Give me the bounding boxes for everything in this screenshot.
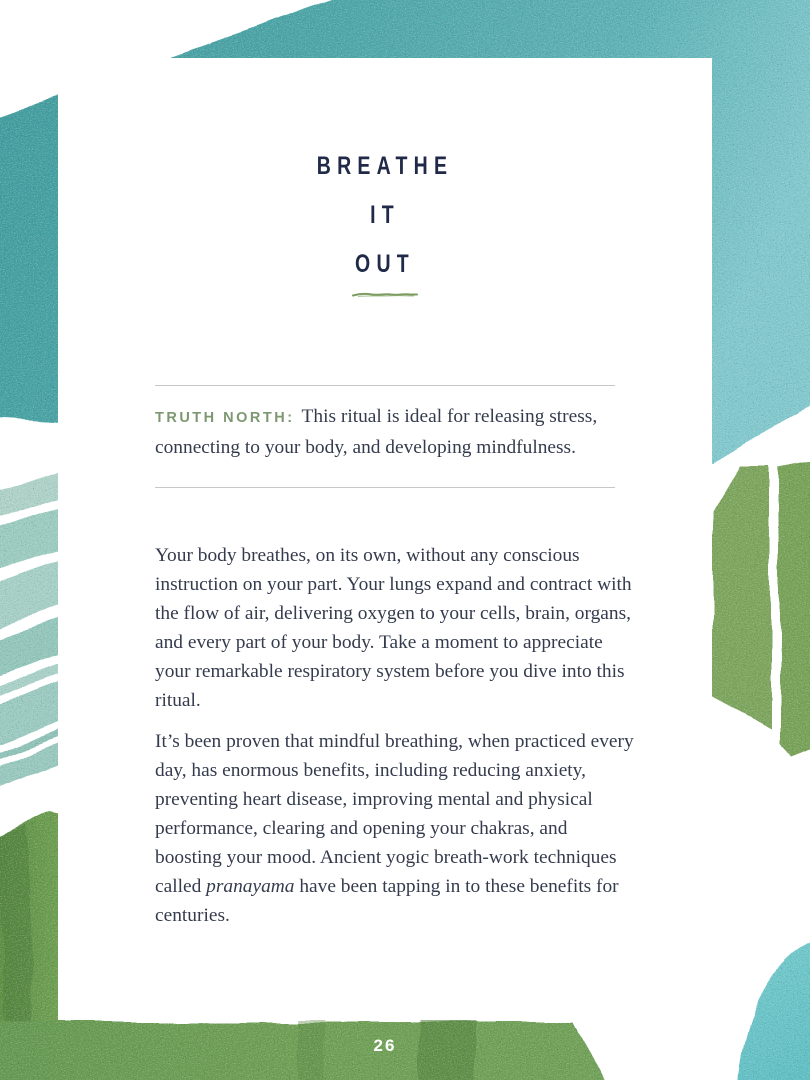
page-title [130, 142, 640, 289]
title-line-2: IT [370, 201, 400, 229]
watercolor-stripes-left [0, 468, 66, 793]
watercolor-teal-circle [737, 934, 810, 1080]
divider-line-bottom [155, 487, 615, 488]
brush-underline [352, 291, 418, 299]
callout-label: TRUTH NORTH: [155, 410, 295, 426]
page-number: 26 [373, 1036, 397, 1055]
watercolor-green-right [712, 458, 810, 756]
paragraph2-text-pre: It’s been proven that mindful breathing, when practiced every day, has enormous benefits, including reducing anxiety, preventing heart disease, improving mental and physical performance, clearing and opening your chakras, and boosting your mood. Ancient yogic breath-work techniques called [155, 731, 634, 897]
title-line-3: OUT [355, 250, 415, 278]
callout-text: This ritual is ideal for releasing stress, connecting to your body, and developing mindfulness. [155, 406, 598, 458]
paragraph2-text-post: have been tapping in to these benefits for centuries. [155, 876, 619, 926]
callout [155, 402, 637, 463]
body-paragraph-1: Your body breathes, on its own, without any conscious instruction on your part. Your lungs expand and contract with the flow of air, delivering oxygen to your cells, brain, organs, and every part of your body. Take a moment to appreciate your remarkable respiratory system before you dive into this ritual. [155, 545, 632, 711]
divider-line-top [155, 385, 615, 386]
title-line-1: BREATHE [316, 152, 454, 180]
body-paragraph-2 [155, 727, 637, 930]
paragraph2-italic-term: pranayama [206, 876, 295, 897]
page-card [58, 58, 712, 1020]
